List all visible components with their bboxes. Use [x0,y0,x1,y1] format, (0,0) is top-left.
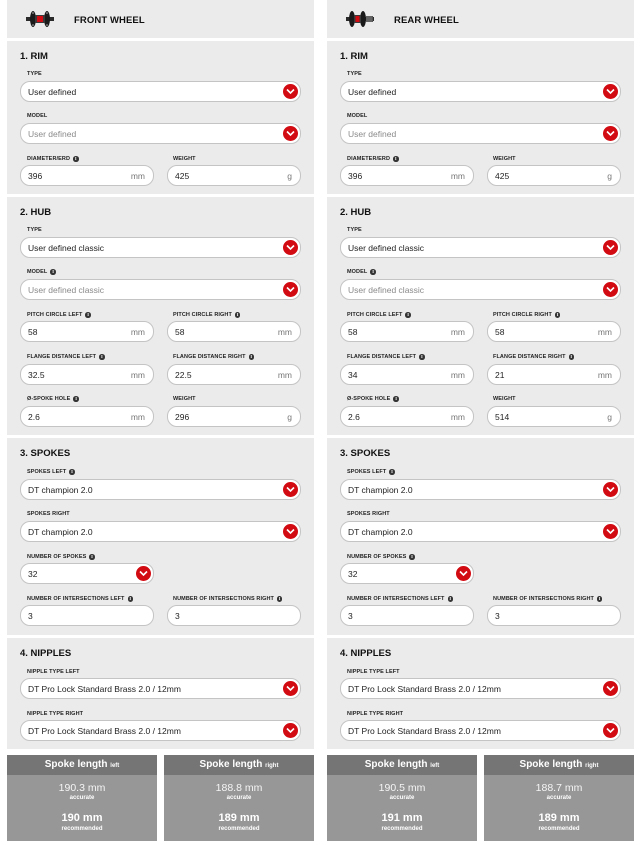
spoke-length-left-heading: Spoke length left [7,755,157,775]
nipples-section [327,638,634,749]
pitch-circle-right-input[interactable]: 58 mm [167,321,301,342]
chevron-down-icon[interactable] [603,282,618,297]
pitch-circle-left-input[interactable]: 58 mm [20,321,154,342]
info-icon[interactable]: I [52,269,55,275]
hub-model-label: MODEL I [27,269,55,275]
info-icon[interactable]: I [74,156,77,162]
chevron-down-icon[interactable] [136,566,151,581]
nipple-type-left-select[interactable]: DT Pro Lock Standard Brass 2.0 / 12mm [340,678,621,699]
section-title: 2. HUB [340,207,372,218]
chevron-down-icon[interactable] [603,723,618,738]
hub-weight-input[interactable]: 296 g [167,406,301,427]
intersections-left-label: NUMBER OF INTERSECTIONS LEFT I [347,596,452,602]
chevron-down-icon[interactable] [283,126,298,141]
nipple-type-right-label: NIPPLE TYPE RIGHT [27,711,84,717]
hub-icon [25,9,55,29]
hub-type-select[interactable]: User defined classic [20,237,301,258]
rim-model-select[interactable]: User defined [340,123,621,144]
spoke-length-right-result [484,775,634,841]
spokes-left-label: SPOKES LEFT I [347,469,393,475]
spokes-left-label: SPOKES LEFT I [27,469,73,475]
chevron-down-icon[interactable] [283,84,298,99]
rim-weight-label: WEIGHT [493,156,516,162]
hub-icon [345,9,375,29]
hub-type-select[interactable]: User defined classic [340,237,621,258]
chevron-down-icon[interactable] [603,482,618,497]
spokes-left-select[interactable]: DT champion 2.0 [20,479,301,500]
spokes-left-select[interactable]: DT champion 2.0 [340,479,621,500]
info-icon[interactable]: I [420,354,423,360]
spoke-hole-input[interactable]: 2.6 mm [20,406,154,427]
section-title: 1. RIM [340,51,368,62]
pitch-circle-left-label: PITCH CIRCLE LEFT I [347,312,410,318]
nipple-type-right-label: NIPPLE TYPE RIGHT [347,711,404,717]
intersections-right-input[interactable]: 3 [167,605,301,626]
pitch-circle-right-label: PITCH CIRCLE RIGHT I [173,312,239,318]
intersections-right-label: NUMBER OF INTERSECTIONS RIGHT I [173,596,281,602]
intersections-left-label: NUMBER OF INTERSECTIONS LEFT I [27,596,132,602]
flange-distance-right-input[interactable]: 22.5 mm [167,364,301,385]
recommended-value: 189 mm [538,812,580,824]
hub-section [7,197,314,435]
spoke-hole-input[interactable]: 2.6 mm [340,406,474,427]
hub-model-select[interactable]: User defined classic [20,279,301,300]
accurate-caption: accurate [69,795,95,801]
chevron-down-icon[interactable] [283,240,298,255]
hub-weight-label: WEIGHT [173,396,196,402]
recommended-value: 191 mm [381,812,423,824]
intersections-left-input[interactable]: 3 [20,605,154,626]
info-icon[interactable]: I [75,396,78,402]
info-icon[interactable]: I [129,596,132,602]
spokes-right-label: SPOKES RIGHT [27,511,70,517]
flange-distance-left-label: FLANGE DISTANCE LEFT I [347,354,423,360]
accurate-value: 188.7 mm [535,782,583,794]
recommended-caption: recommended [218,826,260,832]
rim-model-label: MODEL [27,113,48,119]
front-wheel-header [7,0,314,38]
nipple-type-right-select[interactable]: DT Pro Lock Standard Brass 2.0 / 12mm [20,720,301,741]
spoke-length-left-result [7,775,157,841]
section-title: 4. NIPPLES [20,648,72,659]
accurate-value: 188.8 mm [215,782,263,794]
flange-distance-right-label: FLANGE DISTANCE RIGHT I [173,354,253,360]
recommended-value: 189 mm [218,812,260,824]
intersections-left-input[interactable]: 3 [340,605,474,626]
info-icon[interactable]: I [394,156,397,162]
info-icon[interactable]: I [395,396,398,402]
nipple-type-right-select[interactable]: DT Pro Lock Standard Brass 2.0 / 12mm [340,720,621,741]
recommended-caption: recommended [381,826,423,832]
info-icon[interactable]: I [278,596,281,602]
pitch-circle-right-label: PITCH CIRCLE RIGHT I [493,312,559,318]
spokes-right-select[interactable]: DT champion 2.0 [340,521,621,542]
recommended-caption: recommended [538,826,580,832]
info-icon[interactable]: I [236,312,239,318]
info-icon[interactable]: I [407,312,410,318]
rim-type-select[interactable]: User defined [20,81,301,102]
spoke-hole-label: Ø-SPOKE HOLE I [347,396,398,402]
spoke-hole-label: Ø-SPOKE HOLE I [27,396,78,402]
section-title: 2. HUB [20,207,52,218]
spokes-right-select[interactable]: DT champion 2.0 [20,521,301,542]
rim-weight-input[interactable]: 425 g [167,165,301,186]
hub-model-label: MODEL I [347,269,375,275]
chevron-down-icon[interactable] [283,282,298,297]
spoke-length-left-heading: Spoke length left [327,755,477,775]
nipple-type-left-select[interactable]: DT Pro Lock Standard Brass 2.0 / 12mm [20,678,301,699]
intersections-right-input[interactable]: 3 [487,605,621,626]
rear-wheel-header [327,0,634,38]
spokes-section [327,438,634,635]
flange-distance-left-input[interactable]: 34 mm [340,364,474,385]
chevron-down-icon[interactable] [603,240,618,255]
nipples-section [7,638,314,749]
chevron-down-icon[interactable] [283,681,298,696]
chevron-down-icon[interactable] [603,681,618,696]
nipple-type-left-label: NIPPLE TYPE LEFT [27,669,80,675]
section-title: 1. RIM [20,51,48,62]
flange-distance-right-label: FLANGE DISTANCE RIGHT I [493,354,573,360]
pitch-circle-right-input[interactable]: 58 mm [487,321,621,342]
flange-distance-right-input[interactable]: 21 mm [487,364,621,385]
spoke-length-right-result [164,775,314,841]
info-icon[interactable]: I [87,312,90,318]
chevron-down-icon[interactable] [603,84,618,99]
rim-type-label: TYPE [347,71,362,77]
chevron-down-icon[interactable] [456,566,471,581]
recommended-value: 190 mm [61,812,103,824]
accurate-value: 190.5 mm [378,782,426,794]
hub-type-label: TYPE [27,227,42,233]
flange-distance-left-input[interactable]: 32.5 mm [20,364,154,385]
nipple-type-left-label: NIPPLE TYPE LEFT [347,669,400,675]
chevron-down-icon[interactable] [283,723,298,738]
info-icon[interactable]: I [556,312,559,318]
section-title: 3. SPOKES [20,448,71,459]
section-title: 4. NIPPLES [340,648,392,659]
hub-weight-input[interactable]: 514 g [487,406,621,427]
rim-diameter-label: DIAMETER/ERD I [27,156,77,162]
info-icon[interactable]: I [372,269,375,275]
accurate-caption: accurate [546,795,572,801]
wheel-title: FRONT WHEEL [74,15,145,26]
info-icon[interactable]: I [449,596,452,602]
chevron-down-icon[interactable] [603,524,618,539]
hub-section [327,197,634,435]
number-of-spokes-label: NUMBER OF SPOKES I [347,554,414,560]
chevron-down-icon[interactable] [283,482,298,497]
info-icon[interactable]: I [411,554,414,560]
accurate-caption: accurate [389,795,415,801]
info-icon[interactable]: I [391,469,393,475]
info-icon[interactable]: I [570,354,573,360]
rim-diameter-label: DIAMETER/ERD I [347,156,397,162]
spoke-length-right-heading: Spoke length right [484,755,634,775]
info-icon[interactable]: I [250,354,253,360]
intersections-right-label: NUMBER OF INTERSECTIONS RIGHT I [493,596,601,602]
hub-type-label: TYPE [347,227,362,233]
info-icon[interactable]: I [598,596,601,602]
section-title: 3. SPOKES [340,448,391,459]
number-of-spokes-select[interactable]: 32 [340,563,474,584]
pitch-circle-left-input[interactable]: 58 mm [340,321,474,342]
rim-section [327,41,634,194]
rim-section [7,41,314,194]
chevron-down-icon[interactable] [283,524,298,539]
spoke-length-right-heading: Spoke length right [164,755,314,775]
spokes-right-label: SPOKES RIGHT [347,511,390,517]
hub-weight-label: WEIGHT [493,396,516,402]
spoke-length-left-result [327,775,477,841]
pitch-circle-left-label: PITCH CIRCLE LEFT I [27,312,90,318]
rim-diameter-input[interactable]: 396 mm [340,165,474,186]
rim-type-label: TYPE [27,71,42,77]
number-of-spokes-label: NUMBER OF SPOKES I [27,554,94,560]
wheel-title: REAR WHEEL [394,15,459,26]
spokes-section [7,438,314,635]
info-icon[interactable]: I [71,469,73,475]
hub-model-select[interactable]: User defined classic [340,279,621,300]
info-icon[interactable]: I [91,554,94,560]
accurate-value: 190.3 mm [58,782,106,794]
info-icon[interactable]: I [100,354,103,360]
rim-diameter-input[interactable]: 396 mm [20,165,154,186]
flange-distance-left-label: FLANGE DISTANCE LEFT I [27,354,103,360]
recommended-caption: recommended [61,826,103,832]
rim-weight-label: WEIGHT [173,156,196,162]
chevron-down-icon[interactable] [603,126,618,141]
rim-weight-input[interactable]: 425 g [487,165,621,186]
accurate-caption: accurate [226,795,252,801]
number-of-spokes-select[interactable]: 32 [20,563,154,584]
rim-type-select[interactable]: User defined [340,81,621,102]
rim-model-select[interactable]: User defined [20,123,301,144]
rim-model-label: MODEL [347,113,368,119]
